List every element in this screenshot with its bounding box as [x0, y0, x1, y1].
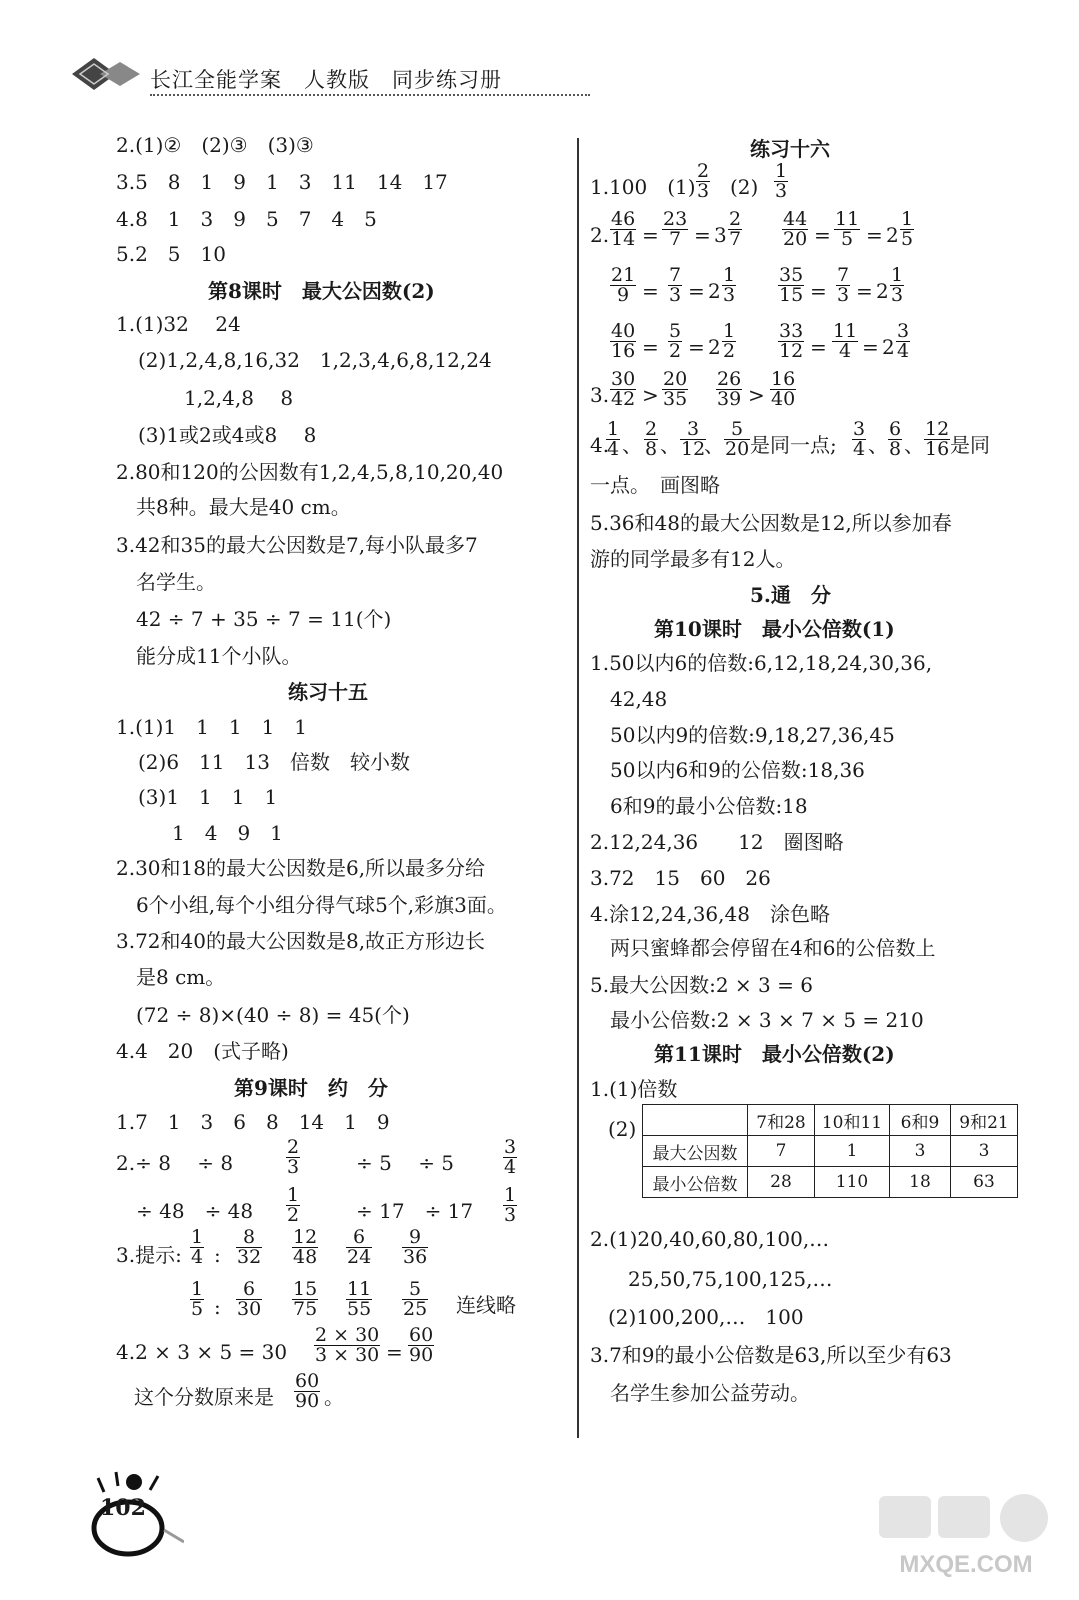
answer-line: (2)1,2,4,8,16,32 1,2,3,4,6,8,12,24	[138, 348, 492, 372]
answer-line: 是8 cm。	[136, 965, 226, 989]
fraction: 1 2	[723, 320, 736, 362]
answer-line: 4.涂12,24,36,48 涂色略	[590, 902, 830, 926]
answer-line: (2)6 11 13 倍数 较小数	[138, 750, 410, 774]
fraction: 33 12	[779, 320, 804, 362]
table-cell: 6和9	[890, 1105, 951, 1136]
answer-line: 42 ÷ 7 + 35 ÷ 7 = 11(个)	[136, 607, 392, 631]
whole-number: 2	[708, 335, 721, 359]
fraction: 1 4	[191, 1226, 204, 1268]
fraction: 3 12	[681, 418, 706, 460]
fraction: 5 2	[669, 320, 682, 362]
answer-line: 1.50以内6的倍数:6,12,18,24,30,36,	[590, 651, 933, 675]
answer-line: (2)100,200,… 100	[608, 1305, 804, 1329]
answer-line: 共8种。最大是40 cm。	[136, 495, 351, 519]
whole-number: 2	[876, 279, 889, 303]
fraction: 7 3	[669, 264, 682, 306]
answer-line: 2.12,24,36 12 圈图略	[590, 830, 844, 854]
separator: 、	[904, 433, 924, 457]
fraction: 40 16	[611, 320, 636, 362]
separator: 、	[868, 433, 888, 457]
answer-line: 一点。 画图略	[590, 473, 720, 497]
answer-line: 连线略	[456, 1293, 516, 1317]
answer-line: 2.(1)② (2)③ (3)③	[116, 133, 314, 157]
answer-line: 2.30和18的最大公因数是6,所以最多分给	[116, 856, 486, 880]
answer-line: (3)1 1 1 1	[138, 785, 278, 809]
answer-line: 6个小组,每个小组分得气球5个,彩旗3面。	[136, 893, 507, 917]
answer-text: 是同	[950, 433, 990, 457]
answer-line: 1,2,4,8 8	[184, 386, 294, 410]
fraction: 1 5	[901, 208, 914, 250]
table-cell: 最小公倍数	[643, 1167, 748, 1198]
equals-sign: =	[810, 335, 827, 359]
answer-text: 是同一点;	[750, 433, 837, 457]
answer-line: 42,48	[610, 687, 668, 711]
equals-sign: =	[810, 279, 827, 303]
answer-line: 3.42和35的最大公因数是7,每小队最多7	[116, 533, 478, 557]
fraction: 6 8	[889, 418, 902, 460]
table-row	[643, 1136, 1018, 1167]
fraction: 26 39	[717, 368, 742, 410]
whole-number: 3	[714, 223, 727, 247]
answer-line: 这个分数原来是	[134, 1385, 274, 1409]
answer-line: 2.(1)20,40,60,80,100,…	[590, 1227, 830, 1251]
equals-sign: =	[688, 279, 705, 303]
fraction: 12 48	[293, 1226, 318, 1268]
answer-line: 游的同学最多有12人。	[590, 547, 796, 571]
fraction: 1 5	[191, 1278, 204, 1320]
answer-line: 50以内9的倍数:9,18,27,36,45	[610, 723, 895, 747]
answer-line: 1.(1)32 24	[116, 312, 241, 336]
fraction: 21 9	[611, 264, 636, 306]
fraction: 11 55	[347, 1278, 372, 1320]
fraction: 20 35	[663, 368, 688, 410]
answer-line: 2.	[590, 223, 610, 247]
equals-sign: =	[642, 223, 659, 247]
equals-sign: =	[642, 279, 659, 303]
table-cell: 9和21	[951, 1105, 1018, 1136]
fraction: 9 36	[403, 1226, 428, 1268]
table-cell: 110	[815, 1167, 890, 1198]
fraction: 35 15	[779, 264, 804, 306]
answer-line: 6和9的最小公倍数:18	[610, 794, 808, 818]
answer-line: (2)	[608, 1117, 637, 1141]
answer-line: 2.80和120的公因数有1,2,4,5,8,10,20,40	[116, 460, 504, 484]
whole-number: 2	[882, 335, 895, 359]
equals-sign: =	[694, 223, 711, 247]
table-cell: 7	[748, 1136, 815, 1167]
answer-line: 1.100 (1)	[590, 175, 696, 199]
table-cell: 28	[748, 1167, 815, 1198]
equals-sign: =	[688, 335, 705, 359]
answer-line: 1 4 9 1	[172, 821, 283, 845]
table-cell: 18	[890, 1167, 951, 1198]
answer-line: ÷ 48 ÷ 48	[136, 1199, 254, 1223]
table-cell: 3	[951, 1136, 1018, 1167]
answer-line: 1.(1)倍数	[590, 1077, 678, 1101]
answer-line: 两只蜜蜂都会停留在4和6的公倍数上	[610, 936, 936, 960]
fraction: 2 3	[287, 1136, 300, 1178]
answer-line: 5.最大公因数:2 × 3 = 6	[590, 973, 813, 997]
fraction: 12 16	[925, 418, 950, 460]
fraction: 6 24	[347, 1226, 372, 1268]
watermark-logo-icon	[874, 1492, 1059, 1580]
equals-sign: =	[856, 279, 873, 303]
answer-line: 4.4 20 (式子略)	[116, 1039, 289, 1063]
fraction: 2 3	[697, 160, 710, 202]
fraction: 3 4	[504, 1136, 517, 1178]
answer-line: 3.提示:	[116, 1243, 182, 1267]
equals-sign: =	[642, 335, 659, 359]
table-cell	[643, 1105, 748, 1136]
answer-line: 2.÷ 8 ÷ 8	[116, 1151, 234, 1175]
fraction: 2 8	[645, 418, 658, 460]
answer-line: 3.72 15 60 26	[590, 866, 771, 890]
section-heading: 第9课时 约 分	[234, 1076, 388, 1100]
greater-than-sign: >	[748, 383, 765, 407]
answer-line: 能分成11个小队。	[136, 644, 302, 668]
fraction: 44 20	[783, 208, 808, 250]
fraction: 3 4	[853, 418, 866, 460]
answer-line: 4.2 × 3 × 5 = 30	[116, 1340, 288, 1364]
section-heading: 第8课时 最大公因数(2)	[208, 279, 435, 303]
header-divider	[150, 94, 590, 96]
answer-line: 1.(1)1 1 1 1 1	[116, 715, 308, 739]
fraction: 11 4	[833, 320, 858, 362]
fraction: 1 4	[607, 418, 620, 460]
answer-line: 名学生。	[136, 570, 216, 594]
fraction: 7 3	[837, 264, 850, 306]
column-divider	[577, 138, 579, 1438]
table-cell: 1	[815, 1136, 890, 1167]
answer-line: ÷ 17 ÷ 17	[356, 1199, 474, 1223]
table-header-row	[643, 1105, 1018, 1136]
greater-than-sign: >	[642, 383, 659, 407]
answer-line: 1.7 1 3 6 8 14 1 9	[116, 1110, 390, 1134]
fraction: 15 75	[293, 1278, 318, 1320]
section-heading: 第10课时 最小公倍数(1)	[654, 617, 895, 641]
answer-line: 50以内6和9的公倍数:18,36	[610, 758, 865, 782]
fraction: 1 3	[723, 264, 736, 306]
fraction: 3 4	[897, 320, 910, 362]
answer-line: (72 ÷ 8)×(40 ÷ 8) = 45(个)	[136, 1003, 410, 1027]
answer-line: 3.7和9的最小公倍数是63,所以至少有63	[590, 1343, 952, 1367]
table-cell: 63	[951, 1167, 1018, 1198]
fraction: 23 7	[663, 208, 688, 250]
fraction: 5 20	[725, 418, 750, 460]
equals-sign: =	[814, 223, 831, 247]
answer-line: 5.36和48的最大公因数是12,所以参加春	[590, 511, 952, 535]
separator: 、	[704, 433, 724, 457]
table-cell: 10和11	[815, 1105, 890, 1136]
equals-sign: =	[862, 335, 879, 359]
answer-line: 25,50,75,100,125,…	[628, 1267, 833, 1291]
separator: 、	[660, 433, 680, 457]
page-number: 102	[100, 1495, 146, 1521]
answer-line: 5.2 5 10	[116, 242, 226, 266]
answer-line: 3.5 8 1 9 1 3 11 14 17	[116, 170, 448, 194]
section-heading: 练习十六	[750, 137, 830, 161]
section-heading: 练习十五	[288, 680, 368, 704]
fraction: 1 2	[287, 1184, 300, 1226]
equals-sign: =	[866, 223, 883, 247]
fraction: 11 5	[835, 208, 860, 250]
fraction: 1 3	[775, 160, 788, 202]
answer-line: 3.	[590, 383, 610, 407]
fraction: 60 90	[409, 1324, 434, 1366]
table-cell: 3	[890, 1136, 951, 1167]
fraction: 60 90	[295, 1370, 320, 1412]
answer-line: 4.8 1 3 9 5 7 4 5	[116, 207, 377, 231]
fraction: 1 3	[504, 1184, 517, 1226]
answer-line: ÷ 5 ÷ 5	[356, 1151, 455, 1175]
table-row	[643, 1167, 1018, 1198]
fraction: 16 40	[771, 368, 796, 410]
whole-number: 2	[708, 279, 721, 303]
answer-line: 4.	[590, 433, 610, 457]
fraction: 30 42	[611, 368, 636, 410]
whole-number: 2	[886, 223, 899, 247]
fraction: 2 7	[729, 208, 742, 250]
separator: 、	[622, 433, 642, 457]
answer-line: 最小公倍数:2 × 3 × 7 × 5 = 210	[610, 1008, 924, 1032]
answer-line: (2)	[730, 175, 759, 199]
fraction: 2 × 30 3 × 30	[315, 1324, 380, 1366]
table-cell: 7和28	[748, 1105, 815, 1136]
page-header	[70, 48, 590, 100]
header-title: 长江全能学案 人教版 同步练习册	[150, 68, 502, 92]
gcd-lcm-table	[642, 1104, 1018, 1198]
fraction: 8 32	[237, 1226, 262, 1268]
answer-line: 3.72和40的最大公因数是8,故正方形边长	[116, 929, 486, 953]
header-logo-icon	[70, 56, 142, 92]
section-heading: 5.通 分	[750, 583, 831, 607]
answer-line: 名学生参加公益劳动。	[610, 1381, 810, 1405]
section-heading: 第11课时 最小公倍数(2)	[654, 1042, 895, 1066]
fraction: 46 14	[611, 208, 636, 250]
fraction: 5 25	[403, 1278, 428, 1320]
watermark-text: MXQE.COM	[899, 1551, 1033, 1578]
fraction: 6 30	[237, 1278, 262, 1320]
table-cell: 最大公因数	[643, 1136, 748, 1167]
fraction: 1 3	[891, 264, 904, 306]
answer-line: (3)1或2或4或8 8	[138, 423, 317, 447]
